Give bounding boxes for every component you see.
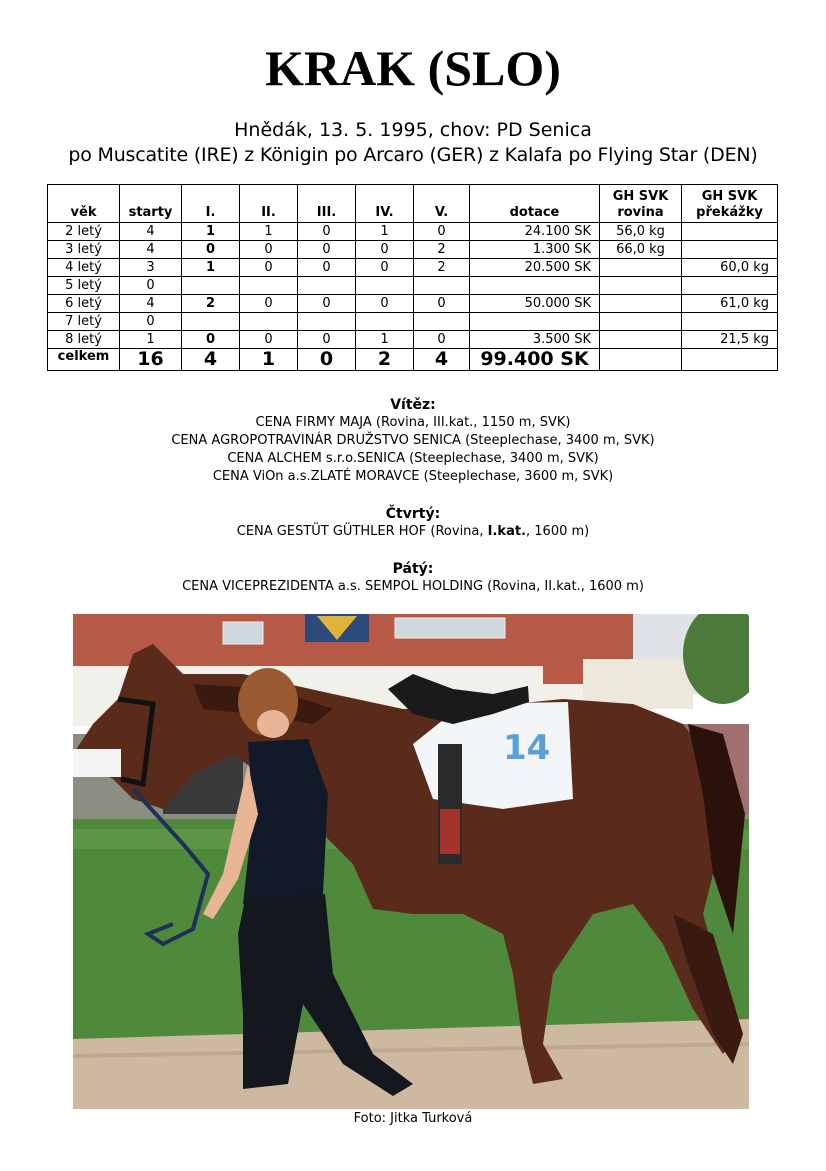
winner-item: CENA ALCHEM s.r.o.SENICA (Steeplechase, 3400 m, SVK): [227, 451, 599, 466]
table-cell: 0: [298, 295, 356, 313]
table-cell: 1: [356, 331, 414, 349]
column-header: věk: [48, 185, 120, 223]
table-cell: 4: [120, 241, 182, 259]
table-cell: [356, 313, 414, 331]
table-cell: 6 letý: [48, 295, 120, 313]
table-row: [48, 241, 778, 259]
horse-details: Hnědák, 13. 5. 1995, chov: PD Senica: [234, 119, 592, 141]
total-cell: 2: [356, 349, 414, 371]
table-cell: [682, 313, 778, 331]
fifth-section: [0, 560, 826, 596]
table-cell: [682, 223, 778, 241]
table-cell: [682, 241, 778, 259]
table-cell: [182, 313, 240, 331]
fifth-heading: Pátý:: [392, 561, 434, 577]
table-cell: 0: [120, 313, 182, 331]
table-cell: 0: [356, 259, 414, 277]
total-row: [48, 349, 778, 371]
fourth-heading: Čtvrtý:: [385, 506, 441, 522]
table-cell: 1: [182, 223, 240, 241]
column-header: GH SVK rovina: [600, 185, 682, 223]
table-cell: 61,0 kg: [682, 295, 778, 313]
horse-photo: [73, 614, 749, 1109]
table-cell: 3.500 SK: [470, 331, 600, 349]
table-cell: 4: [120, 295, 182, 313]
table-cell: 0: [414, 295, 470, 313]
table-cell: 24.100 SK: [470, 223, 600, 241]
table-cell: 0: [414, 331, 470, 349]
table-cell: [600, 259, 682, 277]
table-row: [48, 223, 778, 241]
table-cell: 2: [182, 295, 240, 313]
table-cell: 3: [120, 259, 182, 277]
table-row: [48, 295, 778, 313]
table-cell: 0: [240, 295, 298, 313]
table-cell: [600, 277, 682, 295]
table-cell: 3 letý: [48, 241, 120, 259]
column-header: dotace: [470, 185, 600, 223]
table-cell: [414, 277, 470, 295]
table-cell: 60,0 kg: [682, 259, 778, 277]
table-cell: 21,5 kg: [682, 331, 778, 349]
table-cell: [470, 313, 600, 331]
fourth-item: CENA GESTÜT GÜTHLER HOF (Rovina, I.kat., 1600 m): [236, 524, 590, 539]
winner-item: CENA ViOn a.s.ZLATÉ MORAVCE (Steeplechase, 3600 m, SVK): [212, 469, 614, 484]
table-cell: [240, 277, 298, 295]
table-cell: [414, 313, 470, 331]
table-cell: 56,0 kg: [600, 223, 682, 241]
table-cell: 1: [182, 259, 240, 277]
table-row: [48, 313, 778, 331]
race-stats-table: [47, 184, 778, 371]
table-cell: [600, 331, 682, 349]
table-cell: 50.000 SK: [470, 295, 600, 313]
table-cell: 0: [414, 223, 470, 241]
column-header: V.: [414, 185, 470, 223]
total-cell: 16: [120, 349, 182, 371]
table-cell: [600, 295, 682, 313]
total-cell: [600, 349, 682, 371]
column-header: starty: [120, 185, 182, 223]
table-cell: 4 letý: [48, 259, 120, 277]
table-cell: 0: [298, 223, 356, 241]
table-cell: 1: [240, 223, 298, 241]
total-cell: 99.400 SK: [470, 349, 600, 371]
table-cell: 0: [298, 331, 356, 349]
winner-item: CENA AGROPOTRAVINÁR DRUŽSTVO SENICA (Steeplechase, 3400 m, SVK): [171, 433, 655, 448]
total-cell: 1: [240, 349, 298, 371]
table-cell: 2 letý: [48, 223, 120, 241]
table-cell: 0: [120, 277, 182, 295]
table-cell: 1.300 SK: [470, 241, 600, 259]
table-cell: 1: [120, 331, 182, 349]
table-cell: 0: [240, 331, 298, 349]
table-row: [48, 331, 778, 349]
total-cell: 0: [298, 349, 356, 371]
total-cell: 4: [182, 349, 240, 371]
table-cell: 0: [298, 259, 356, 277]
table-cell: 20.500 SK: [470, 259, 600, 277]
table-cell: 7 letý: [48, 313, 120, 331]
total-cell: 4: [414, 349, 470, 371]
photo-caption: Foto: Jitka Turková: [353, 1111, 473, 1126]
table-cell: 0: [356, 241, 414, 259]
table-cell: 0: [356, 295, 414, 313]
page-title: KRAK (SLO): [265, 40, 561, 96]
table-cell: [182, 277, 240, 295]
table-header-row: [48, 185, 778, 223]
total-cell: celkem: [48, 349, 120, 371]
fifth-item: CENA VICEPREZIDENTA a.s. SEMPOL HOLDING (Rovina, II.kat., 1600 m): [182, 579, 644, 594]
winner-heading: Vítěz:: [390, 397, 436, 413]
table-cell: 5 letý: [48, 277, 120, 295]
table-cell: [600, 313, 682, 331]
column-header: I.: [182, 185, 240, 223]
table-cell: [356, 277, 414, 295]
fourth-section: [0, 505, 826, 541]
table-cell: 1: [356, 223, 414, 241]
table-cell: [682, 277, 778, 295]
table-cell: [240, 313, 298, 331]
column-header: GH SVK překážky: [682, 185, 778, 223]
winner-section: [0, 396, 826, 486]
winner-item: CENA FIRMY MAJA (Rovina, III.kat., 1150 m, SVK): [255, 415, 571, 430]
table-cell: 66,0 kg: [600, 241, 682, 259]
column-header: III.: [298, 185, 356, 223]
table-row: [48, 259, 778, 277]
saddle-number: 14: [503, 728, 551, 768]
table-cell: 2: [414, 241, 470, 259]
column-header: II.: [240, 185, 298, 223]
table-cell: 0: [182, 241, 240, 259]
table-cell: 0: [240, 241, 298, 259]
table-cell: 0: [182, 331, 240, 349]
pedigree: po Muscatite (IRE) z Königin po Arcaro (GER) z Kalafa po Flying Star (DEN): [68, 144, 758, 166]
table-cell: 2: [414, 259, 470, 277]
table-cell: 0: [298, 241, 356, 259]
table-cell: 4: [120, 223, 182, 241]
table-row: [48, 277, 778, 295]
column-header: IV.: [356, 185, 414, 223]
table-cell: [470, 277, 600, 295]
table-cell: [298, 313, 356, 331]
table-cell: 0: [240, 259, 298, 277]
total-cell: [682, 349, 778, 371]
table-cell: 8 letý: [48, 331, 120, 349]
table-cell: [298, 277, 356, 295]
